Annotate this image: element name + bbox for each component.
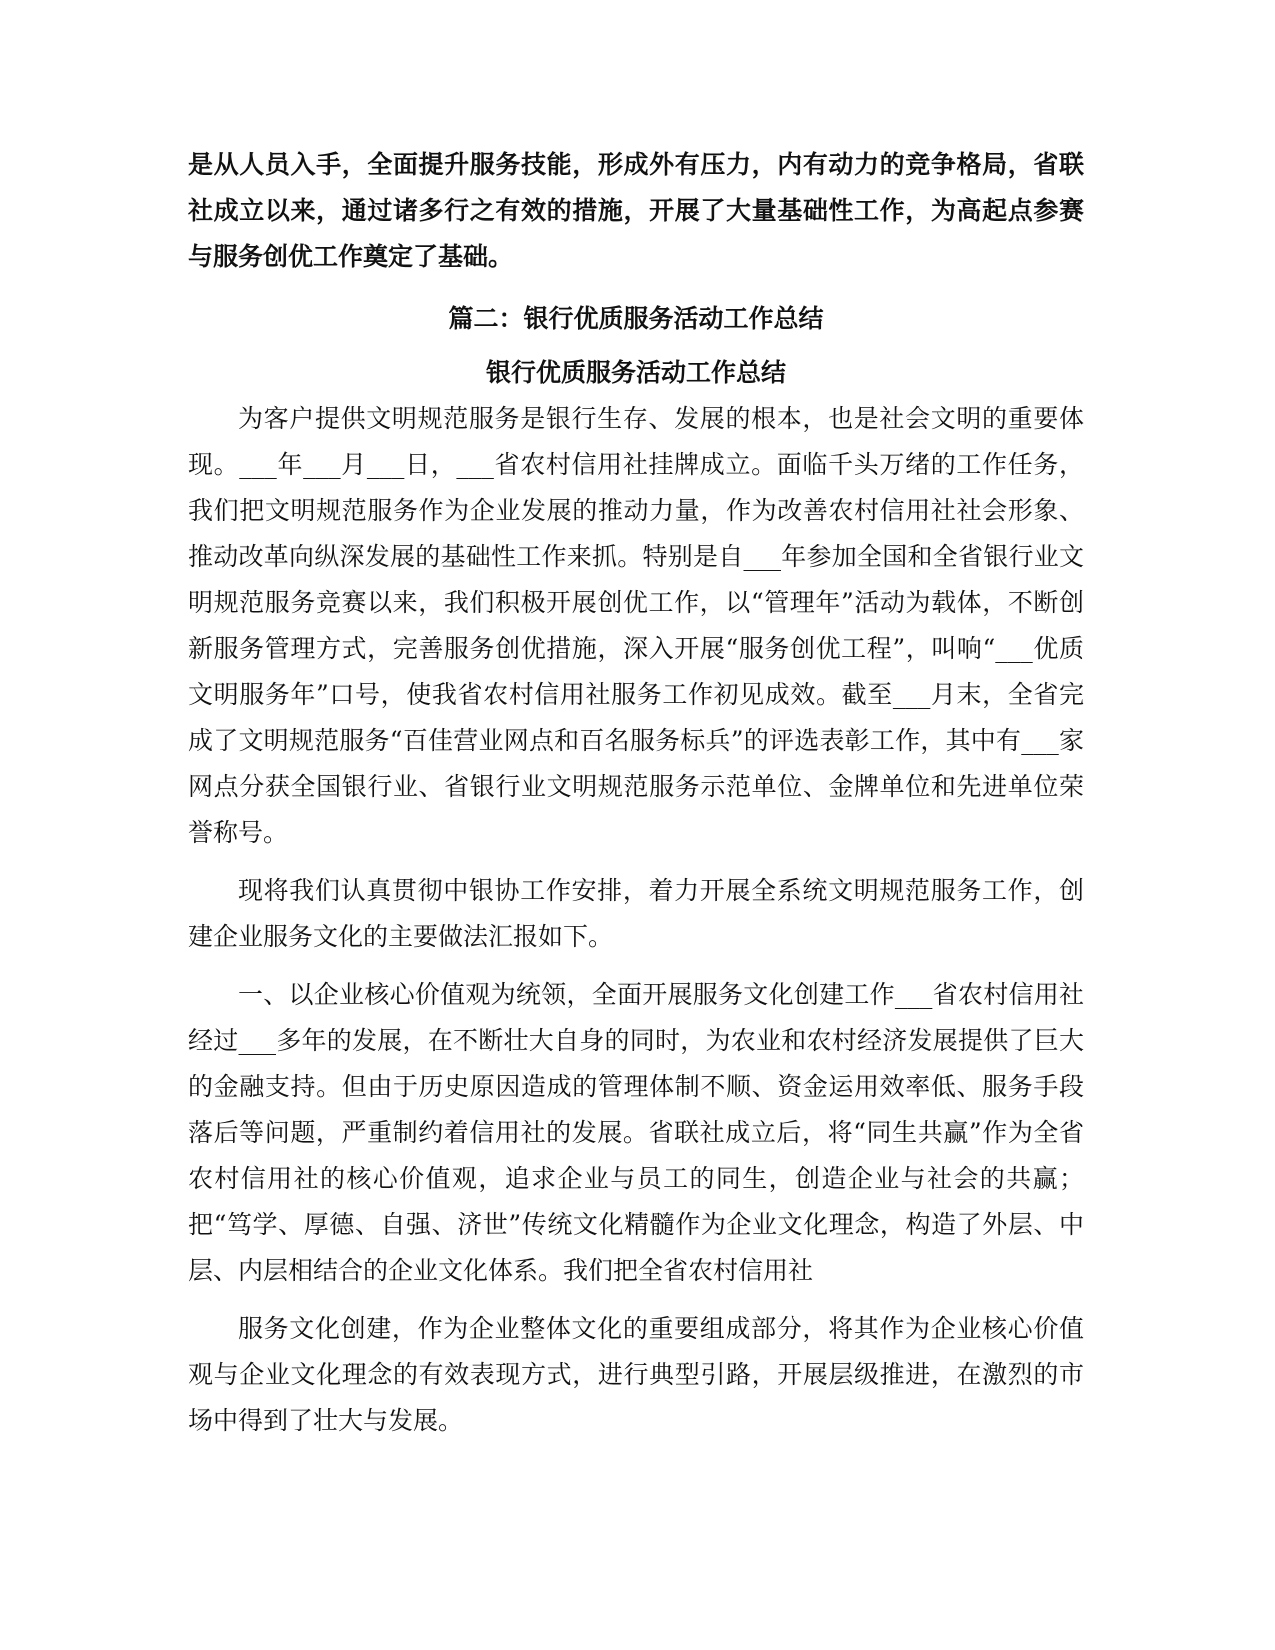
body-paragraph-4: 服务文化创建，作为企业整体文化的重要组成部分，将其作为企业核心价值观与企业文化理念的有效表现方式，进行典型引路，开展层级推进，在激烈的市场中得到了壮大与发展。 (188, 1314, 1084, 1435)
intro-paragraph: 是从人员入手，全面提升服务技能，形成外有压力，内有动力的竞争格局，省联社成立以来，通过诸多行之有效的措施，开展了大量基础性工作，为高起点参赛与服务创优工作奠定了基础。 (188, 150, 1084, 271)
body-paragraph-3: 一、以企业核心价值观为统领，全面开展服务文化创建工作___省农村信用社经过___多年的发展，在不断壮大自身的同时，为农业和农村经济发展提供了巨大的金融支持。但由于历史原因造成的管理体制不顺、资金运用效率低、服务手段落后等问题，严重制约着信用社的发展。省联社成立后，将“同生共赢”作为全省农村信用社的核心价值观，追求企业与员工的同生，创造企业与社会的共赢；把“笃学、厚德、自强、济世”传统文化精髓作为企业文化理念，构造了外层、中层、内层相结合的企业文化体系。我们把全省农村信用社 (188, 980, 1084, 1285)
body-paragraph-1: 为客户提供文明规范服务是银行生存、发展的根本，也是社会文明的重要体现。___年___月___日，___省农村信用社挂牌成立。面临千头万绪的工作任务，我们把文明规范服务作为企业发展的推动力量，作为改善农村信用社社会形象、推动改革向纵深发展的基础性工作来抓。特别是自___年参加全国和全省银行业文明规范服务竞赛以来，我们积极开展创优工作，以“管理年”活动为载体，不断创新服务管理方式，完善服务创优措施，深入开展“服务创优工程”，叫响“___优质文明服务年”口号，使我省农村信用社服务工作初见成效。截至___月末，全省完成了文明规范服务“百佳营业网点和百名服务标兵”的评选表彰工作，其中有___家网点分获全国银行业、省银行业文明规范服务示范单位、金牌单位和先进单位荣誉称号。 (188, 404, 1084, 847)
section-heading: 篇二：银行优质服务活动工作总结 (448, 304, 824, 333)
document-page (188, 142, 1084, 1444)
document-title: 银行优质服务活动工作总结 (485, 358, 786, 387)
body-paragraph-2: 现将我们认真贯彻中银协工作安排，着力开展全系统文明规范服务工作，创建企业服务文化的主要做法汇报如下。 (188, 876, 1084, 951)
